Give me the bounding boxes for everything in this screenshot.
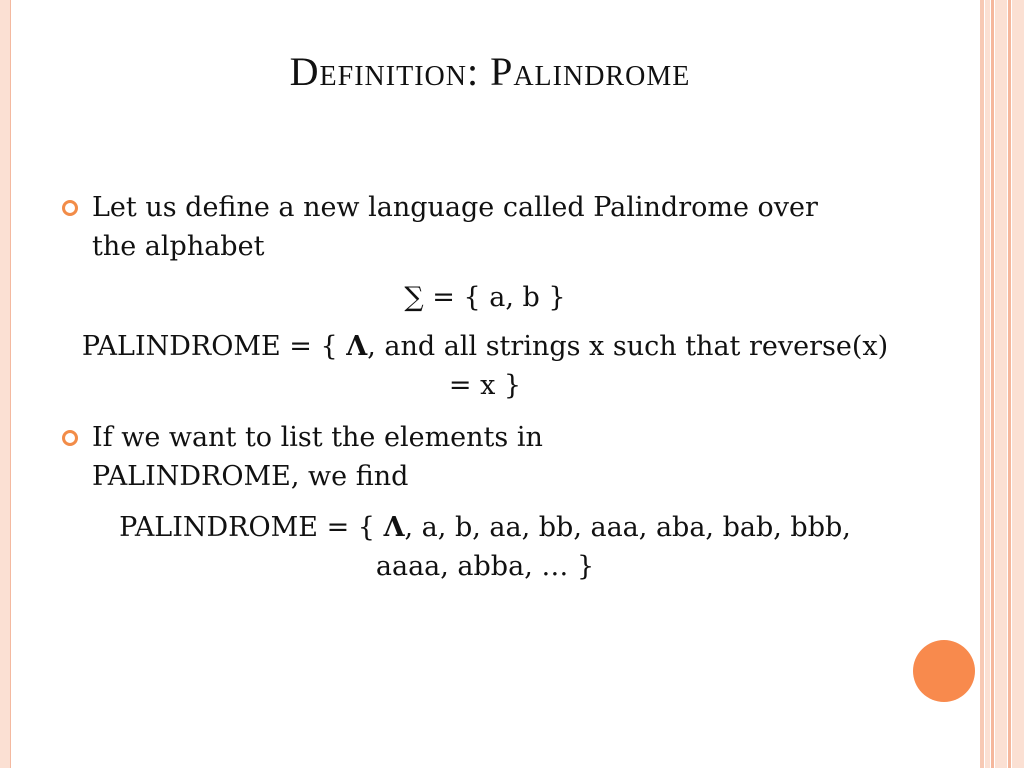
definition-prefix: PALINDROME = { xyxy=(81,331,347,362)
alphabet-definition xyxy=(80,278,890,317)
right-border-stripe xyxy=(995,0,1007,768)
slide-title: Definition: Palindrome xyxy=(289,49,691,94)
palindrome-definition xyxy=(80,327,890,405)
palindrome-elements xyxy=(80,508,890,586)
right-border-stripe xyxy=(985,0,990,768)
orange-circle-decoration xyxy=(913,640,975,702)
right-border-stripe xyxy=(991,0,994,768)
right-border-stripe xyxy=(980,0,984,768)
bullet-text: Let us define a new language called Palindrome over the alphabet xyxy=(92,192,818,262)
alphabet-formula: ∑ = { a, b } xyxy=(404,282,566,313)
bullet-circle-icon xyxy=(62,430,78,446)
lambda-symbol: Λ xyxy=(346,331,368,362)
definition-suffix: , and all strings x such that reverse(x) = x } xyxy=(367,331,889,401)
right-border-stripe xyxy=(1012,0,1024,768)
right-border-stripe xyxy=(1008,0,1011,768)
elements-prefix: PALINDROME = { xyxy=(119,512,384,543)
left-border-decoration xyxy=(0,0,11,768)
bullet-circle-icon xyxy=(62,200,78,216)
lambda-symbol: Λ xyxy=(383,512,405,543)
elements-list: , a, b, aa, bb, aaa, aba, bab, bbb, aaaa, abba, … } xyxy=(375,512,851,582)
bullet-text: If we want to list the elements in PALINDROME, we find xyxy=(92,422,543,492)
